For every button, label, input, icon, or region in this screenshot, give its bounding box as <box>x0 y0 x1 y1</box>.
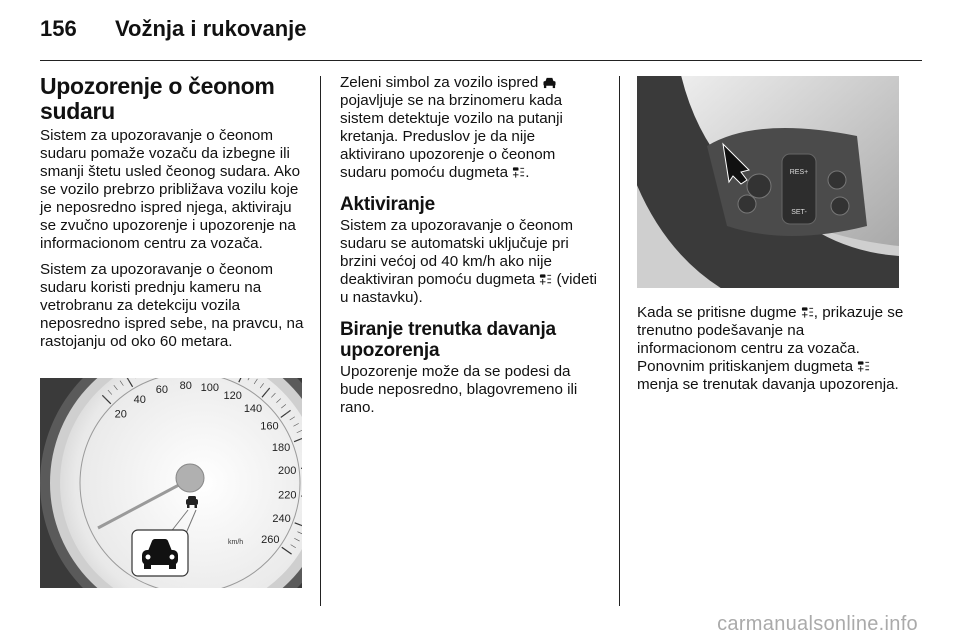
running-title: Vožnja i rukovanje <box>115 16 307 41</box>
speed-tick-label: 180 <box>271 441 291 454</box>
page-header <box>40 16 920 52</box>
speed-tick-label: 60 <box>155 384 169 397</box>
intro-paragraph: Sistem za upozoravanje o čeonom sudaru pomaže vozaču da izbegne ili smanji štetu usled čeonog sudara. Ako se vozilo prebrzo približava vozilu koje je neposredno ispred njega, aktiviraju se zvučno upozorenje i upozorenje na informacionom centru za vozača. <box>40 127 301 252</box>
speed-tick-label: 20 <box>114 408 127 421</box>
column-2 <box>340 74 602 417</box>
set-button-label: SET- <box>791 209 807 216</box>
speed-tick-label: 40 <box>133 393 146 406</box>
speed-tick-label: 220 <box>278 489 297 502</box>
column-divider-1 <box>320 76 321 606</box>
speed-tick-label: 100 <box>200 382 219 395</box>
speed-unit-label: km/h <box>228 539 244 546</box>
watermark: carmanualsonline.info <box>717 613 918 635</box>
speedometer-figure <box>40 378 302 588</box>
heading-alert-timing: Biranje trenutka davanja upozorenja <box>340 319 556 361</box>
speed-tick-label: 140 <box>243 402 263 415</box>
speed-tick-label: 240 <box>272 512 291 525</box>
needle-hub <box>176 464 204 492</box>
column-1 <box>40 74 310 359</box>
speed-tick-label: 200 <box>277 465 297 478</box>
camera-paragraph: Sistem za upozoravanje o čeonom sudaru koristi prednju kameru na vetrobranu za detekciju vozila neposredno ispred sebe, na pravcu, na rastojanju od oko 60 metara. <box>40 261 304 350</box>
section-title: Upozorenje o čeonom sudaru <box>40 73 275 124</box>
collision-alert-button-icon <box>857 360 870 373</box>
speed-tick-label: 260 <box>261 534 280 547</box>
page-number: 156 <box>40 16 77 41</box>
alert-timing-paragraph: Upozorenje može da se podesi da bude neposredno, blagovremeno ili rano. <box>340 363 578 416</box>
speedometer-illustration <box>40 378 302 588</box>
speed-tick-label: 120 <box>223 389 242 402</box>
column-3 <box>637 74 907 402</box>
res-button-label: RES+ <box>789 169 809 176</box>
speed-tick-label: 80 <box>179 380 192 393</box>
collision-alert-button-icon <box>512 166 525 179</box>
green-symbol-paragraph: Zeleni simbol za vozilo ispred pojavljuje se na brzinomeru kada sistem detektuje vozilo na putanji kretanja. Preduslov je da nije aktivirano upozorenje o čeonom sudaru pomoću dugmeta . <box>340 74 563 181</box>
header-rule <box>40 60 922 61</box>
button-press-paragraph: Kada se pritisne dugme , prikazuje se trenutno podešavanje na informacionom centru za vozača. Ponovnim pritiskanjem dugmeta menja se trenutak davanja upozorenja. <box>637 304 904 393</box>
activation-paragraph: Sistem za upozoravanje o čeonom sudaru se automatski uključuje pri brzini većoj od 40 km/h ako nije deaktiviran pomoću dugmeta (videti u nastavku). <box>340 217 597 306</box>
collision-alert-button-icon <box>801 306 814 319</box>
heading-activation: Aktiviranje <box>340 194 435 215</box>
speed-tick-label: 160 <box>260 420 279 433</box>
collision-alert-button-icon <box>539 273 552 286</box>
vehicle-ahead-icon <box>543 76 556 89</box>
column-divider-2 <box>619 76 620 606</box>
